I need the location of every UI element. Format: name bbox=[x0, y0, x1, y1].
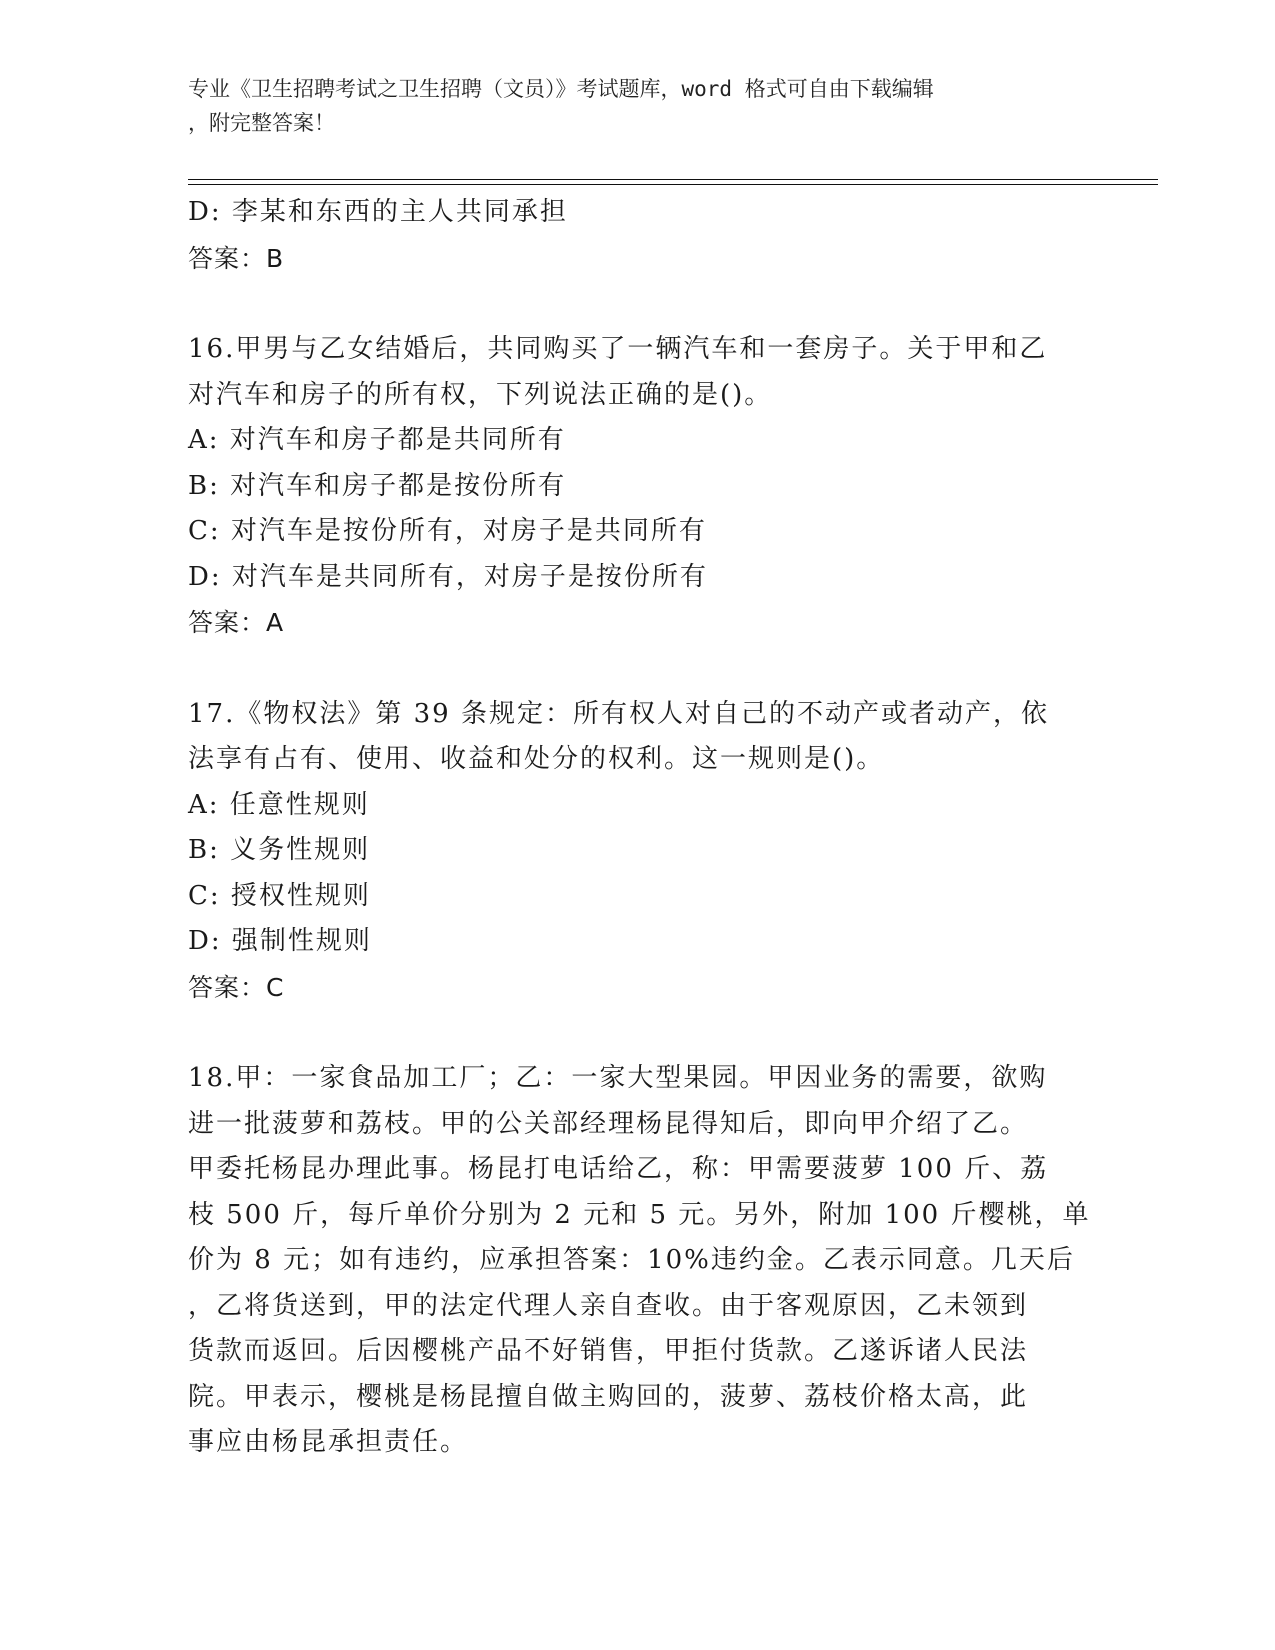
q18-line: 枝 500 斤，每斤单价分别为 2 元和 5 元。另外，附加 100 斤樱桃，单 bbox=[188, 1199, 1091, 1230]
header-line-1: 专业《卫生招聘考试之卫生招聘（文员）》考试题库，word 格式可自由下载编辑 bbox=[188, 77, 934, 101]
question-content bbox=[188, 190, 1091, 1466]
q15-option-d: D: 李某和东西的主人共同承担 bbox=[188, 197, 568, 227]
q17-option-a: A: 任意性规则 bbox=[188, 789, 370, 820]
q17-option-d: D: 强制性规则 bbox=[188, 926, 372, 956]
q18-line: 价为 8 元；如有违约，应承担答案：10%违约金。乙表示同意。几天后 bbox=[188, 1245, 1075, 1275]
q18-line: 进一批菠萝和荔枝。甲的公关部经理杨昆得知后，即向甲介绍了乙。 bbox=[188, 1108, 1029, 1139]
q16-option-d: D: 对汽车是共同所有，对房子是按份所有 bbox=[188, 561, 708, 592]
spacer bbox=[188, 281, 1088, 327]
q16-option-b: B: 对汽车和房子都是按份所有 bbox=[188, 470, 567, 501]
q18-line: ，乙将货送到，甲的法定代理人亲自查收。由于客观原因，乙未领到 bbox=[188, 1290, 1029, 1321]
q17-option-b: B: 义务性规则 bbox=[188, 835, 371, 865]
document-header bbox=[188, 72, 1078, 140]
q18-line: 18.甲：一家食品加工厂；乙：一家大型果园。甲因业务的需要，欲购 bbox=[188, 1063, 1048, 1093]
q17-answer: 答案：C bbox=[188, 972, 285, 1002]
q16-option-a: A: 对汽车和房子都是共同所有 bbox=[188, 425, 566, 455]
q18-stem bbox=[188, 1056, 1091, 1466]
q18-line: 事应由杨昆承担责任。 bbox=[188, 1427, 469, 1457]
header-divider-bottom bbox=[188, 184, 1158, 185]
q18-line: 甲委托杨昆办理此事。杨昆打电话给乙，称：甲需要菠萝 100 斤、荔 bbox=[188, 1154, 1049, 1184]
q17-stem-line-2: 法享有占有、使用、收益和处分的权利。这一规则是()。 bbox=[188, 744, 885, 774]
header-line-2: ，附完整答案！ bbox=[188, 111, 335, 135]
q16-option-c: C: 对汽车是按份所有，对房子是共同所有 bbox=[188, 516, 707, 546]
q16-stem-line-1: 16.甲男与乙女结婚后，共同购买了一辆汽车和一套房子。关于甲和乙 bbox=[188, 334, 1048, 364]
spacer bbox=[188, 646, 1088, 692]
q16-answer: 答案：A bbox=[188, 608, 285, 637]
q16-stem-line-2: 对汽车和房子的所有权，下列说法正确的是()。 bbox=[188, 379, 773, 410]
q15-answer: 答案：B bbox=[188, 243, 285, 273]
spacer bbox=[188, 1010, 1088, 1056]
q18-line: 院。甲表示，樱桃是杨昆擅自做主购回的，菠萝、荔枝价格太高，此 bbox=[188, 1381, 1029, 1412]
q17-option-c: C: 授权性规则 bbox=[188, 880, 371, 911]
header-divider-top bbox=[188, 179, 1158, 180]
q18-line: 货款而返回。后因樱桃产品不好销售，甲拒付货款。乙遂诉诸人民法 bbox=[188, 1336, 1029, 1366]
q17-stem-line-1: 17.《物权法》第 39 条规定：所有权人对自己的不动产或者动产，依 bbox=[188, 698, 1049, 729]
